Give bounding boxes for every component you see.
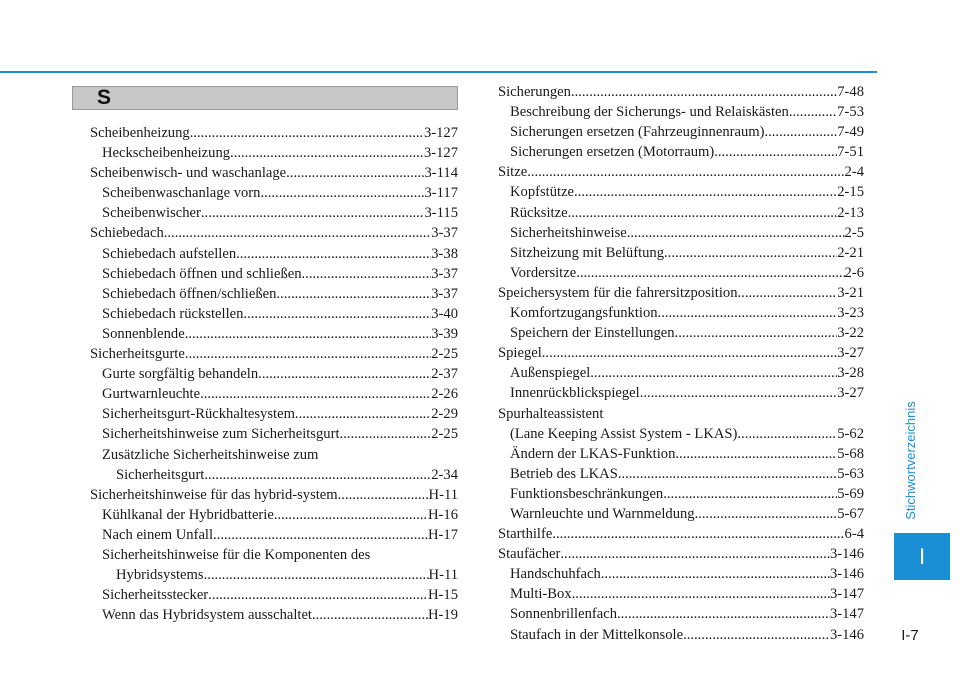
dot-leader: [204, 465, 431, 485]
dot-leader: [204, 565, 429, 585]
index-entry-page: 3-127: [423, 145, 458, 162]
index-entry[interactable]: [90, 123, 458, 143]
index-entry[interactable]: [498, 303, 864, 323]
index-entry[interactable]: [498, 102, 864, 122]
index-entry-page: 7-49: [837, 124, 864, 141]
index-entry-text: Starthilfe: [498, 526, 553, 543]
index-entry-text: Gurtwarnleuchte: [102, 386, 201, 403]
chapter-tab-label: I: [918, 543, 926, 569]
index-entry-page: 5-69: [837, 485, 864, 502]
index-entry[interactable]: [90, 244, 458, 264]
index-entry-text: Spiegel: [498, 345, 542, 362]
dot-leader: [571, 82, 837, 102]
dot-leader: [243, 304, 431, 324]
index-entry[interactable]: [90, 585, 458, 605]
dot-leader: [164, 223, 431, 243]
dot-leader: [286, 163, 424, 183]
index-entry-page: 7-48: [837, 84, 864, 100]
index-entry[interactable]: [498, 444, 864, 464]
index-entry-text: Außenspiegel: [510, 365, 591, 382]
dot-leader: [714, 142, 837, 162]
index-entry-text: Sicherungen: [498, 84, 571, 100]
index-entry-page: 3-22: [837, 325, 864, 342]
index-entry-text: Handschuhfach: [510, 566, 601, 583]
index-entry-page: 3-146: [829, 626, 864, 643]
dot-leader: [230, 143, 424, 163]
index-entry[interactable]: [90, 203, 458, 223]
dot-leader: [627, 223, 845, 243]
index-entry-text: (Lane Keeping Assist System - LKAS): [510, 425, 738, 442]
index-entry-page: 3-28: [837, 365, 864, 382]
index-entry-page: 2-5: [844, 224, 864, 241]
index-entry-page: 3-39: [431, 325, 458, 342]
index-entry-page: 3-127: [423, 125, 458, 141]
index-entry-text: Sonnenbrillenfach: [510, 606, 617, 623]
top-rule: [0, 71, 877, 73]
index-entry[interactable]: [498, 363, 864, 383]
dot-leader: [312, 605, 428, 625]
index-entry-page: 5-68: [837, 445, 864, 462]
index-entry-text: Sicherheitsgurt-Rückhaltesystem: [102, 406, 295, 423]
index-entry-page: 3-37: [431, 285, 458, 302]
index-entry-text: Multi-Box: [510, 586, 572, 603]
dot-leader: [258, 364, 431, 384]
index-entry-text: Kopfstütze: [510, 184, 575, 201]
dot-leader: [560, 544, 830, 564]
index-entry-page: H-11: [428, 567, 458, 584]
dot-leader: [738, 283, 838, 303]
index-entry[interactable]: [498, 122, 864, 142]
index-entry-text: Komfortzugangsfunktion: [510, 305, 658, 322]
index-entry-text: Ändern der LKAS-Funktion: [510, 445, 676, 462]
dot-leader: [683, 625, 830, 645]
index-entry-page: 5-63: [837, 465, 864, 482]
dot-leader: [658, 303, 838, 323]
index-entry[interactable]: [90, 525, 458, 545]
index-entry-page: 2-21: [837, 244, 864, 261]
index-entry-text: Betrieb des LKAS: [510, 465, 618, 482]
index-entry-page: 7-53: [837, 104, 864, 121]
index-entry[interactable]: [90, 284, 458, 304]
index-entry-page: 6-4: [844, 526, 864, 543]
index-entry-page: 3-38: [431, 245, 458, 262]
index-entry[interactable]: [498, 584, 864, 604]
index-entry-text: Innenrückblickspiegel: [510, 385, 640, 402]
index-entry[interactable]: [498, 243, 864, 263]
index-entry-text: Sitze: [498, 164, 528, 181]
index-entry[interactable]: [90, 364, 458, 384]
index-entry[interactable]: [498, 82, 864, 102]
index-entry[interactable]: [498, 323, 864, 343]
page-number: I-7: [901, 627, 919, 644]
index-entry[interactable]: [90, 424, 458, 444]
index-entry-page: 3-115: [424, 205, 458, 222]
dot-leader: [675, 444, 837, 464]
chapter-tab[interactable]: [894, 533, 950, 580]
dot-leader: [675, 323, 838, 343]
index-entry-text: Staufach in der Mittelkonsole: [510, 626, 684, 643]
dot-leader: [617, 604, 830, 624]
dot-leader: [576, 263, 844, 283]
dot-leader: [295, 404, 431, 424]
index-column-left: [90, 123, 458, 625]
index-entry[interactable]: [498, 564, 864, 584]
index-entry-text: Warnleuchte und Warnmeldung: [510, 505, 695, 522]
index-entry-text: Sicherheitsgurt: [116, 466, 205, 483]
index-entry-page: 5-67: [837, 505, 864, 522]
dot-leader: [302, 264, 432, 284]
index-entry[interactable]: [498, 464, 864, 484]
index-entry[interactable]: [498, 223, 864, 243]
index-entry-text: Hybridsystems: [116, 567, 204, 584]
side-label: [900, 380, 920, 540]
index-entry-text: Rücksitze: [510, 204, 568, 221]
index-entry-page: H-19: [428, 607, 458, 624]
dot-leader: [574, 182, 837, 202]
index-entry-page: 3-40: [431, 305, 458, 322]
index-entry[interactable]: [498, 524, 864, 544]
dot-leader: [542, 343, 837, 363]
dot-leader: [208, 585, 428, 605]
index-entry-text: Schiebedach öffnen und schließen: [102, 265, 302, 282]
index-entry-page: H-17: [428, 526, 458, 543]
index-entry[interactable]: [498, 424, 864, 444]
dot-leader: [663, 484, 837, 504]
index-entry-page: 5-62: [837, 425, 864, 442]
section-letter-box: [72, 86, 458, 110]
index-entry[interactable]: [90, 143, 458, 163]
dot-leader: [737, 424, 837, 444]
index-entry[interactable]: [90, 223, 458, 243]
index-entry-text: Sitzheizung mit Belüftung: [510, 244, 665, 261]
index-entry-text: Sicherheitshinweise zum Sicherheitsgurt: [102, 426, 340, 443]
index-entry-page: 3-147: [829, 586, 864, 603]
index-entry-text: Heckscheibenheizung: [102, 145, 231, 162]
index-entry[interactable]: [90, 404, 458, 424]
index-entry-heading: Zusätzliche Sicherheitshinweise zum: [102, 446, 319, 463]
dot-leader: [664, 243, 837, 263]
index-entry-text: Schiebedach: [90, 225, 164, 242]
index-entry[interactable]: [498, 203, 864, 223]
index-entry-text: Scheibenwisch- und waschanlage: [90, 165, 287, 182]
index-entry-text: Beschreibung der Sicherungs- und Relaiskästen: [510, 104, 789, 121]
index-entry-text: Sonnenblende: [102, 325, 185, 342]
index-entry[interactable]: [90, 465, 458, 485]
dot-leader: [789, 102, 837, 122]
dot-leader: [601, 564, 830, 584]
index-entry[interactable]: [498, 283, 864, 303]
index-entry-text: Sicherungen ersetzen (Motorraum): [510, 144, 715, 161]
index-entry-page: 2-13: [837, 204, 864, 221]
index-entry-page: 2-6: [844, 264, 864, 281]
index-entry-page: 2-4: [844, 164, 864, 181]
dot-leader: [590, 363, 837, 383]
index-entry-page: 3-146: [829, 566, 864, 583]
index-entry[interactable]: [498, 162, 864, 182]
index-entry-page: 3-27: [837, 345, 864, 362]
side-label-text: Stichwortverzeichnis: [902, 400, 918, 520]
dot-leader: [213, 525, 428, 545]
index-entry-page: 2-29: [431, 406, 458, 423]
index-entry-page: 3-27: [837, 385, 864, 402]
index-entry[interactable]: [90, 605, 458, 625]
index-entry-text: Sicherheitsgurte: [90, 346, 185, 363]
index-entry-page: H-15: [428, 587, 458, 604]
index-entry-page: 3-37: [431, 265, 458, 282]
dot-leader: [527, 162, 844, 182]
index-entry[interactable]: [90, 485, 458, 505]
index-entry[interactable]: [498, 625, 864, 645]
index-entry[interactable]: [90, 565, 458, 585]
index-entry-text: Schiebedach aufstellen: [102, 245, 237, 262]
index-entry[interactable]: [90, 183, 458, 203]
index-entry-page: 7-51: [837, 144, 864, 161]
index-entry-text: Scheibenwaschanlage vorn: [102, 185, 261, 202]
index-entry[interactable]: [498, 383, 864, 403]
index-entry[interactable]: [498, 504, 864, 524]
index-entry-page: 2-34: [431, 466, 458, 483]
index-entry-text: Sicherungen ersetzen (Fahrzeuginnenraum): [510, 124, 765, 141]
index-entry-page: 3-114: [424, 165, 458, 182]
index-entry-text: Vordersitze: [510, 264, 577, 281]
index-entry-page: H-11: [428, 486, 458, 503]
index-entry-text: Sicherheitshinweise: [510, 224, 627, 241]
index-entry-text: Funktionsbeschränkungen: [510, 485, 664, 502]
dot-leader: [185, 344, 431, 364]
index-entry-page: 3-147: [829, 606, 864, 623]
index-entry-page: 3-21: [837, 284, 864, 301]
dot-leader: [338, 485, 429, 505]
index-entry[interactable]: [498, 544, 864, 564]
section-letter: S: [97, 86, 112, 109]
index-entry[interactable]: [498, 343, 864, 363]
index-entry[interactable]: [498, 604, 864, 624]
dot-leader: [276, 284, 431, 304]
index-entry[interactable]: [90, 324, 458, 344]
index-entry-page: 3-117: [424, 185, 458, 202]
index-entry-text: Staufächer: [498, 546, 561, 563]
dot-leader: [185, 324, 432, 344]
index-column-right: [498, 82, 864, 645]
dot-leader: [618, 464, 837, 484]
index-entry[interactable]: [90, 505, 458, 525]
index-entry-text: Gurte sorgfältig behandeln: [102, 366, 259, 383]
index-entry-text: Wenn das Hybridsystem ausschaltet: [102, 607, 312, 624]
dot-leader: [274, 505, 428, 525]
dot-leader: [260, 183, 424, 203]
index-entry-page: 3-146: [829, 546, 864, 563]
index-entry-page: 3-37: [431, 225, 458, 242]
index-entry-page: 2-25: [431, 346, 458, 363]
index-entry[interactable]: [498, 142, 864, 162]
index-entry-text: Kühlkanal der Hybridbatterie: [102, 506, 274, 523]
index-entry[interactable]: [498, 182, 864, 202]
dot-leader: [190, 123, 424, 143]
index-entry-page: 3-23: [837, 305, 864, 322]
index-entry-text: Speichersystem für die fahrersitzposition: [498, 284, 738, 301]
dot-leader: [640, 383, 838, 403]
dot-leader: [568, 203, 838, 223]
index-entry-page: 2-15: [837, 184, 864, 201]
index-entry[interactable]: [498, 263, 864, 283]
index-entry-text: Scheibenwischer: [102, 205, 201, 222]
dot-leader: [572, 584, 830, 604]
dot-leader: [552, 524, 844, 544]
index-entry[interactable]: [90, 384, 458, 404]
dot-leader: [695, 504, 838, 524]
dot-leader: [200, 384, 431, 404]
index-entry[interactable]: [90, 264, 458, 284]
index-entry-text: Speichern der Einstellungen: [510, 325, 675, 342]
index-entry-heading: Sicherheitshinweise für die Komponenten des: [102, 546, 371, 563]
index-entry[interactable]: [90, 304, 458, 324]
index-entry-text: Nach einem Unfall: [102, 526, 214, 543]
index-entry[interactable]: [498, 484, 864, 504]
dot-leader: [764, 122, 837, 142]
index-entry[interactable]: [90, 344, 458, 364]
index-entry-page: H-16: [428, 506, 458, 523]
index-entry-text: Sicherheitsstecker: [102, 587, 209, 604]
index-entry-page: 2-25: [431, 426, 458, 443]
index-entry[interactable]: [90, 163, 458, 183]
index-entry-text: Schiebedach öffnen/schließen: [102, 285, 277, 302]
index-entry-page: 2-37: [431, 366, 458, 383]
dot-leader: [201, 203, 425, 223]
index-entry-text: Sicherheitshinweise für das hybrid-system: [90, 486, 338, 503]
index-entry-text: Schiebedach rückstellen: [102, 305, 244, 322]
index-entry-page: 2-26: [431, 386, 458, 403]
index-entry-text: Scheibenheizung: [90, 125, 190, 141]
index-entry-heading: Spurhalteassistent: [498, 405, 604, 422]
dot-leader: [340, 424, 432, 444]
dot-leader: [236, 244, 431, 264]
